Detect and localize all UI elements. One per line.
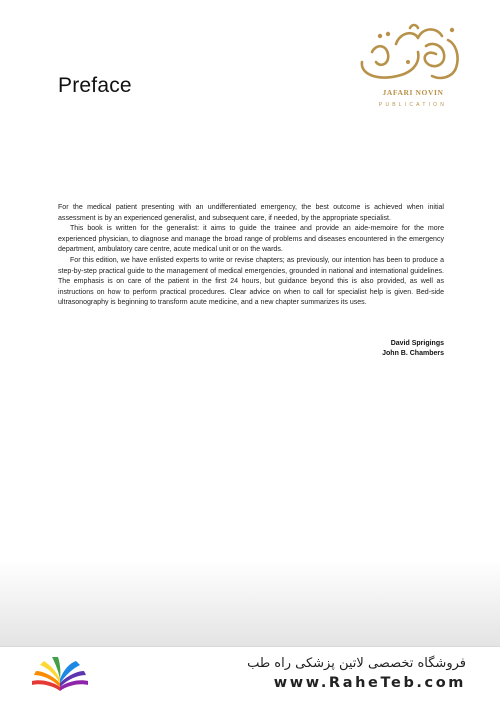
publisher-name: JAFARI NOVIN [382, 88, 444, 97]
store-name: فروشگاه تخصصی لاتین پزشکی راه طب [247, 656, 466, 671]
open-book-icon [28, 655, 92, 695]
publisher-emblem-icon [352, 22, 474, 88]
preface-paragraph: For the medical patient presenting with an undifferentiated emergency, the best outcome is achieved when initial assessment is by an experienced generalist, and subsequent care, if needed, by the appropriate specialist. [58, 204, 444, 222]
preface-paragraph: This book is written for the generalist: it aims to guide the trainee and provide an aide-memoire for the more experienced physician, to diagnose and manage the broad range of problems and diseases encountered in the emergency department, ambulatory care centre, acute medical unit or on the wards. [58, 225, 444, 254]
preface-body [58, 203, 444, 309]
publisher-subtitle: PUBLICATION [378, 102, 448, 108]
author-name: David Sprigings [390, 340, 444, 347]
publisher-logo [352, 22, 474, 120]
author-signatures [382, 339, 444, 358]
store-url-link[interactable]: www.RaheTeb.com [273, 675, 466, 691]
preface-paragraph: For this edition, we have enlisted experts to write or revise chapters; as previously, our intention has been to produce a step-by-step practical guide to the management of medical emergencies, grounded in national and international guidelines. The emphasis is on care of the patient in the first 24 hours, but guidance beyond this is also provided, as well as instructions on how to perform practical procedures. Clear advice on when to call for specialist help is given. Bed-side ultrasonography is beginning to transform acute medicine, and a new chapter summarizes its uses. [58, 256, 444, 307]
page-title: Preface [58, 74, 132, 97]
store-banner [0, 646, 500, 701]
page-bottom-shadow [0, 560, 500, 646]
author-name: John B. Chambers [382, 349, 444, 357]
